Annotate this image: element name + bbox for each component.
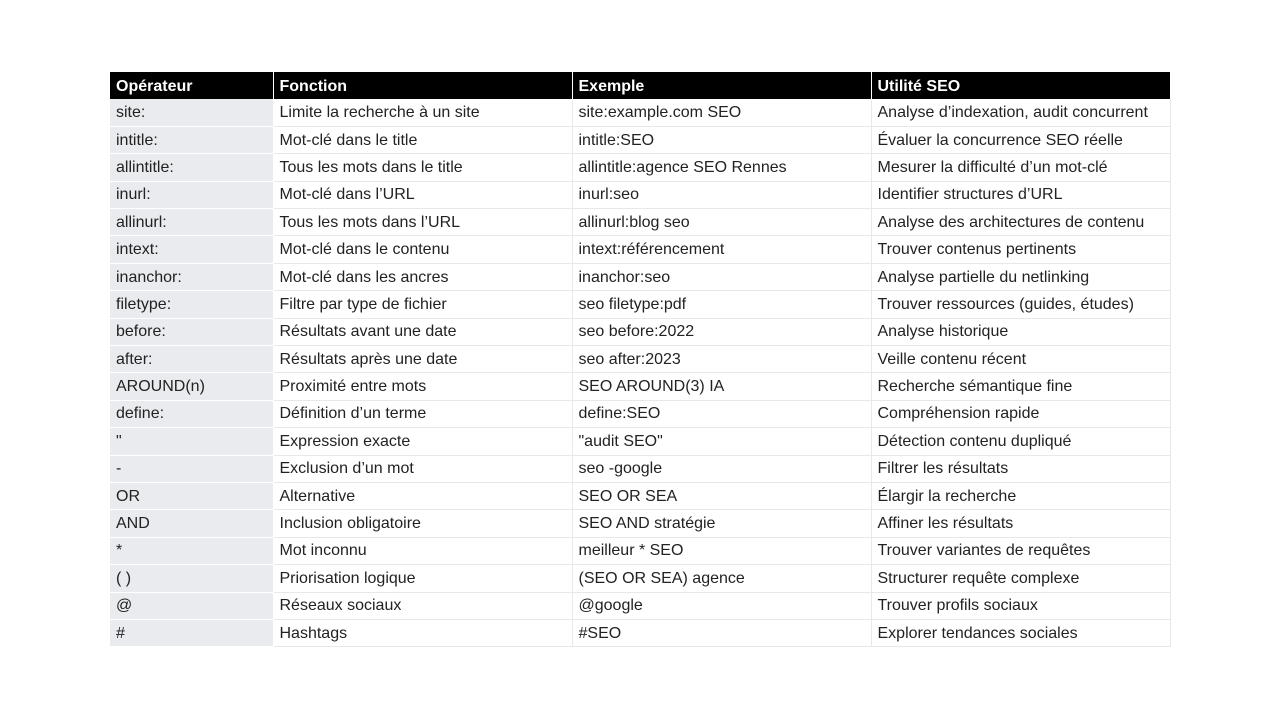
- table-row: [110, 209, 1170, 236]
- seo-utility-cell: Analyse partielle du netlinking: [871, 263, 1170, 290]
- example-cell: inurl:seo: [572, 181, 871, 208]
- example-cell: seo -google: [572, 455, 871, 482]
- table-row: [110, 318, 1170, 345]
- table-body: [110, 99, 1170, 647]
- function-cell: Mot inconnu: [273, 537, 572, 564]
- operator-cell: ( ): [110, 565, 273, 592]
- example-cell: inanchor:seo: [572, 263, 871, 290]
- function-cell: Résultats avant une date: [273, 318, 572, 345]
- example-cell: SEO OR SEA: [572, 482, 871, 509]
- table-row: [110, 263, 1170, 290]
- seo-utility-cell: Veille contenu récent: [871, 346, 1170, 373]
- function-cell: Mot-clé dans le contenu: [273, 236, 572, 263]
- function-cell: Hashtags: [273, 619, 572, 646]
- seo-utility-cell: Élargir la recherche: [871, 482, 1170, 509]
- seo-utility-cell: Détection contenu dupliqué: [871, 428, 1170, 455]
- function-cell: Inclusion obligatoire: [273, 510, 572, 537]
- function-cell: Exclusion d’un mot: [273, 455, 572, 482]
- table-row: [110, 428, 1170, 455]
- table-row: [110, 154, 1170, 181]
- operator-cell: allintitle:: [110, 154, 273, 181]
- table-row: [110, 346, 1170, 373]
- table-row: [110, 619, 1170, 646]
- table-row: [110, 482, 1170, 509]
- example-cell: site:example.com SEO: [572, 99, 871, 126]
- table-row: [110, 592, 1170, 619]
- search-operators-table: [110, 72, 1171, 647]
- example-cell: meilleur * SEO: [572, 537, 871, 564]
- header-utilite-seo: Utilité SEO: [871, 72, 1170, 99]
- table-row: [110, 537, 1170, 564]
- operator-cell: before:: [110, 318, 273, 345]
- example-cell: (SEO OR SEA) agence: [572, 565, 871, 592]
- seo-utility-cell: Identifier structures d’URL: [871, 181, 1170, 208]
- function-cell: Tous les mots dans l’URL: [273, 209, 572, 236]
- table-row: [110, 126, 1170, 153]
- operator-cell: allinurl:: [110, 209, 273, 236]
- table-row: [110, 400, 1170, 427]
- example-cell: define:SEO: [572, 400, 871, 427]
- header-fonction: Fonction: [273, 72, 572, 99]
- example-cell: allinurl:blog seo: [572, 209, 871, 236]
- operator-cell: AROUND(n): [110, 373, 273, 400]
- operator-cell: AND: [110, 510, 273, 537]
- table-row: [110, 455, 1170, 482]
- function-cell: Mot-clé dans les ancres: [273, 263, 572, 290]
- seo-utility-cell: Mesurer la difficulté d’un mot-clé: [871, 154, 1170, 181]
- table-row: [110, 236, 1170, 263]
- table-row: [110, 565, 1170, 592]
- table-row: [110, 99, 1170, 126]
- seo-utility-cell: Trouver ressources (guides, études): [871, 291, 1170, 318]
- example-cell: SEO AROUND(3) IA: [572, 373, 871, 400]
- example-cell: allintitle:agence SEO Rennes: [572, 154, 871, 181]
- example-cell: SEO AND stratégie: [572, 510, 871, 537]
- header-operateur: Opérateur: [110, 72, 273, 99]
- example-cell: intitle:SEO: [572, 126, 871, 153]
- table-row: [110, 373, 1170, 400]
- operator-cell: @: [110, 592, 273, 619]
- seo-utility-cell: Analyse d’indexation, audit concurrent: [871, 99, 1170, 126]
- seo-utility-cell: Trouver contenus pertinents: [871, 236, 1170, 263]
- seo-utility-cell: Structurer requête complexe: [871, 565, 1170, 592]
- function-cell: Proximité entre mots: [273, 373, 572, 400]
- table-header: [110, 72, 1170, 99]
- seo-utility-cell: Affiner les résultats: [871, 510, 1170, 537]
- operator-cell: site:: [110, 99, 273, 126]
- function-cell: Mot-clé dans le title: [273, 126, 572, 153]
- seo-utility-cell: Recherche sémantique fine: [871, 373, 1170, 400]
- operators-table-container: [110, 72, 1170, 647]
- header-exemple: Exemple: [572, 72, 871, 99]
- function-cell: Résultats après une date: [273, 346, 572, 373]
- example-cell: @google: [572, 592, 871, 619]
- function-cell: Expression exacte: [273, 428, 572, 455]
- table-row: [110, 181, 1170, 208]
- operator-cell: inanchor:: [110, 263, 273, 290]
- example-cell: "audit SEO": [572, 428, 871, 455]
- operator-cell: #: [110, 619, 273, 646]
- function-cell: Réseaux sociaux: [273, 592, 572, 619]
- operator-cell: intext:: [110, 236, 273, 263]
- seo-utility-cell: Filtrer les résultats: [871, 455, 1170, 482]
- seo-utility-cell: Évaluer la concurrence SEO réelle: [871, 126, 1170, 153]
- example-cell: intext:référencement: [572, 236, 871, 263]
- function-cell: Filtre par type de fichier: [273, 291, 572, 318]
- table-row: [110, 510, 1170, 537]
- seo-utility-cell: Analyse des architectures de contenu: [871, 209, 1170, 236]
- operator-cell: ": [110, 428, 273, 455]
- operator-cell: after:: [110, 346, 273, 373]
- seo-utility-cell: Explorer tendances sociales: [871, 619, 1170, 646]
- seo-utility-cell: Trouver variantes de requêtes: [871, 537, 1170, 564]
- function-cell: Limite la recherche à un site: [273, 99, 572, 126]
- function-cell: Définition d’un terme: [273, 400, 572, 427]
- example-cell: seo filetype:pdf: [572, 291, 871, 318]
- example-cell: seo before:2022: [572, 318, 871, 345]
- function-cell: Mot-clé dans l’URL: [273, 181, 572, 208]
- operator-cell: -: [110, 455, 273, 482]
- example-cell: seo after:2023: [572, 346, 871, 373]
- seo-utility-cell: Trouver profils sociaux: [871, 592, 1170, 619]
- header-row: [110, 72, 1170, 99]
- operator-cell: OR: [110, 482, 273, 509]
- function-cell: Tous les mots dans le title: [273, 154, 572, 181]
- seo-utility-cell: Analyse historique: [871, 318, 1170, 345]
- function-cell: Priorisation logique: [273, 565, 572, 592]
- seo-utility-cell: Compréhension rapide: [871, 400, 1170, 427]
- table-row: [110, 291, 1170, 318]
- operator-cell: intitle:: [110, 126, 273, 153]
- operator-cell: define:: [110, 400, 273, 427]
- operator-cell: inurl:: [110, 181, 273, 208]
- operator-cell: filetype:: [110, 291, 273, 318]
- example-cell: #SEO: [572, 619, 871, 646]
- operator-cell: *: [110, 537, 273, 564]
- function-cell: Alternative: [273, 482, 572, 509]
